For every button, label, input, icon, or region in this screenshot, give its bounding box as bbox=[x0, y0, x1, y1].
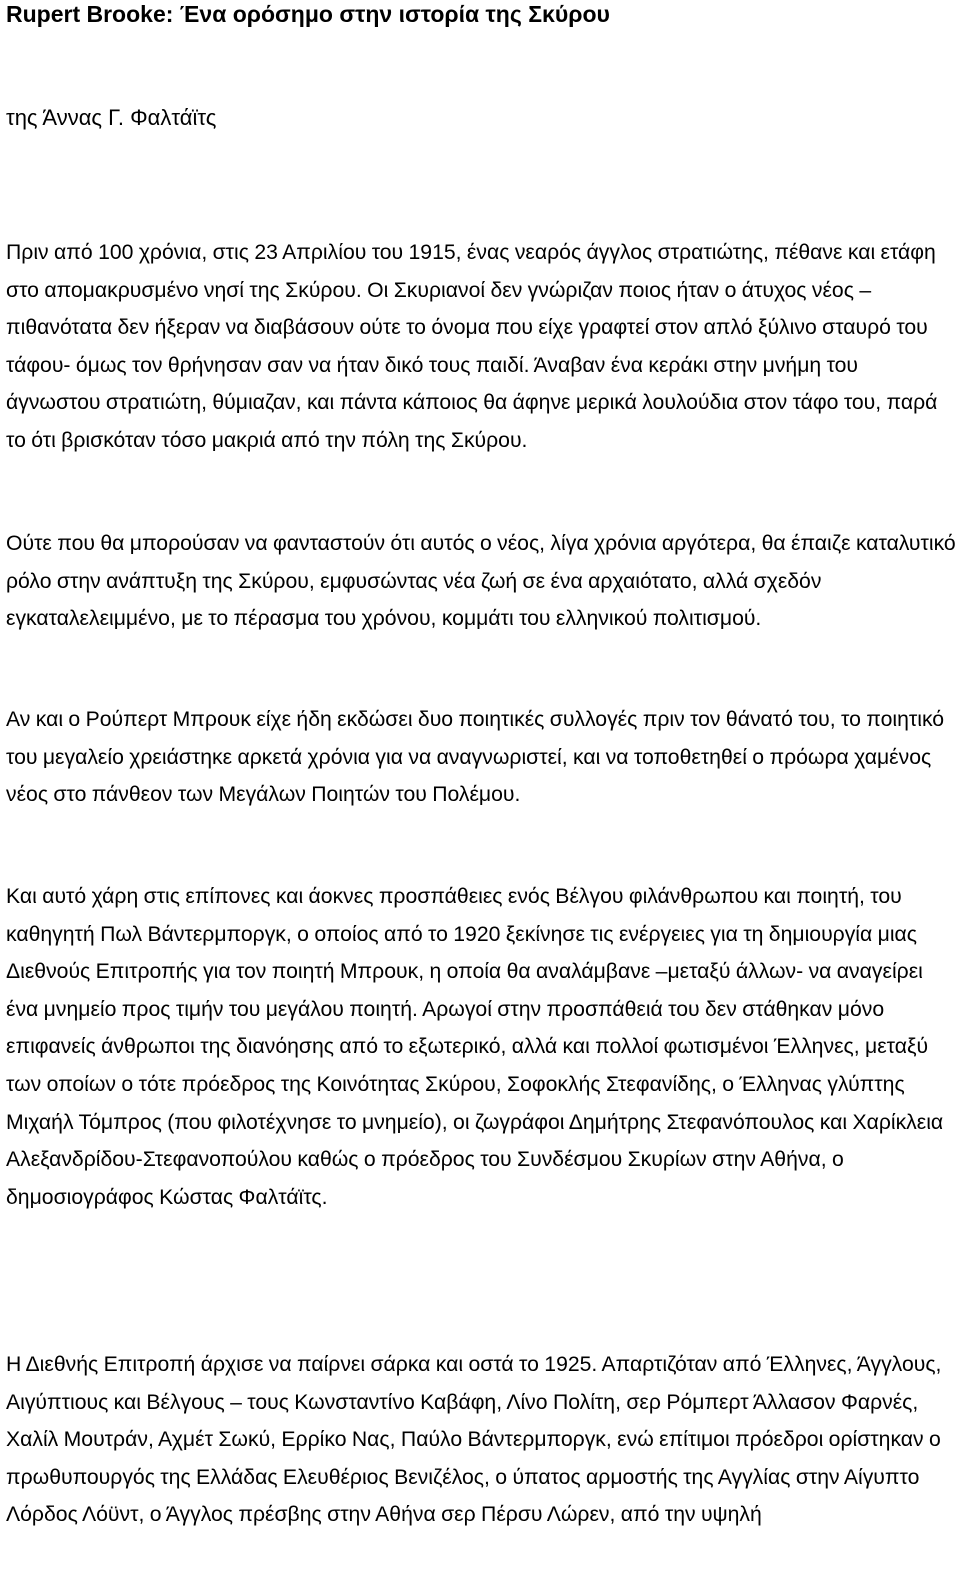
paragraph-5: Η Διεθνής Επιτροπή άρχισε να παίρνει σάρκα και οστά το 1925. Απαρτιζόταν από Έλληνες, Άγγλους, Αιγύπτιους και Βέλγους – τους Κωνσταντίνο Καβάφη, Λίνο Πολίτη, σερ Ρόμπερτ Άλλασον Φαρνές, Χαλίλ Μουτράν, Αχμέτ Σωκύ, Ερρίκο Νας, Παύλο Βάντερμποργκ, ενώ επίτιμοι πρόεδροι ορίστηκαν ο πρωθυπουργός της Ελλάδας Ελευθέριος Βενιζέλος, ο ύπατος αρμοστής της Αγγλίας στην Αίγυπτο Λόρδος Λόϋντ, ο Άγγλος πρέσβης στην Αθήνα σερ Πέρσυ Λώρεν, από την υψηλή bbox=[6, 1353, 942, 1527]
paragraph-3: Αν και ο Ρούπερτ Μπρουκ είχε ήδη εκδώσει δυο ποιητικές συλλογές πριν τον θάνατό του, το ποιητικό του μεγαλείο χρειάστηκε αρκετά χρόνια για να αναγνωριστεί, και να τοποθετηθεί ο πρόωρα χαμένος νέος στο πάνθεον των Μεγάλων Ποιητών του Πολέμου. bbox=[6, 708, 945, 807]
author-byline: της Άννας Γ. Φαλτάϊτς bbox=[6, 105, 217, 130]
paragraph-1: Πριν από 100 χρόνια, στις 23 Απριλίου του 1915, ένας νεαρός άγγλος στρατιώτης, πέθανε και ετάφη στο απομακρυσμένο νησί της Σκύρου. Οι Σκυριανοί δεν γνώριζαν ποιος ήταν ο άτυχος νέος –πιθανότατα δεν ήξεραν να διαβάσουν ούτε το όνομα που είχε γραφτεί στον απλό ξύλινο σταυρό του τάφου- όμως τον θρήνησαν σαν να ήταν δικό τους παιδί. Άναβαν ένα κεράκι στην μνήμη του άγνωστου στρατιώτη, θύμιαζαν, και πάντα κάποιος θα άφηνε μερικά λουλούδια στον τάφο του, παρά το ότι βρισκόταν τόσο μακριά από την πόλη της Σκύρου. bbox=[6, 241, 938, 452]
paragraph-2: Ούτε που θα μπορούσαν να φανταστούν ότι αυτός ο νέος, λίγα χρόνια αργότερα, θα έπαιζε καταλυτικό ρόλο στην ανάπτυξη της Σκύρου, εμφυσώντας νέα ζωή σε ένα αρχαιότατο, αλλά σχεδόν εγκαταλελειμμένο, με το πέρασμα του χρόνου, κομμάτι του ελληνικού πολιτισμού. bbox=[6, 532, 956, 631]
document-title: Rupert Brooke: Ένα ορόσημο στην ιστορία της Σκύρου bbox=[6, 1, 610, 27]
paragraph-4: Και αυτό χάρη στις επίπονες και άοκνες προσπάθειες ενός Βέλγου φιλάνθρωπου και ποιητή, του καθηγητή Πωλ Βάντερμποργκ, ο οποίος από το 1920 ξεκίνησε τις ενέργειες για τη δημιουργία μιας Διεθνούς Επιτροπής για τον ποιητή Μπρουκ, η οποία θα αναλάμβανε –μεταξύ άλλων- να αναγείρει ένα μνημείο προς τιμήν του μεγάλου ποιητή. Αρωγοί στην προσπάθειά του δεν στάθηκαν μόνο επιφανείς άνθρωποι της διανόησης από το εξωτερικό, αλλά και πολλοί φωτισμένοι Έλληνες, μεταξύ των οποίων ο τότε πρόεδρος της Κοινότητας Σκύρου, Σοφοκλής Στεφανίδης, ο Έλληνας γλύπτης Μιχαήλ Τόμπρος (που φιλοτέχνησε το μνημείο), οι ζωγράφοι Δημήτρης Στεφανόπουλος και Χαρίκλεια Αλεξανδρίδου-Στεφανοπούλου καθώς ο πρόεδρος του Συνδέσμου Σκυρίων στην Αθήνα, ο δημοσιογράφος Κώστας Φαλτάϊτς. bbox=[6, 885, 944, 1209]
